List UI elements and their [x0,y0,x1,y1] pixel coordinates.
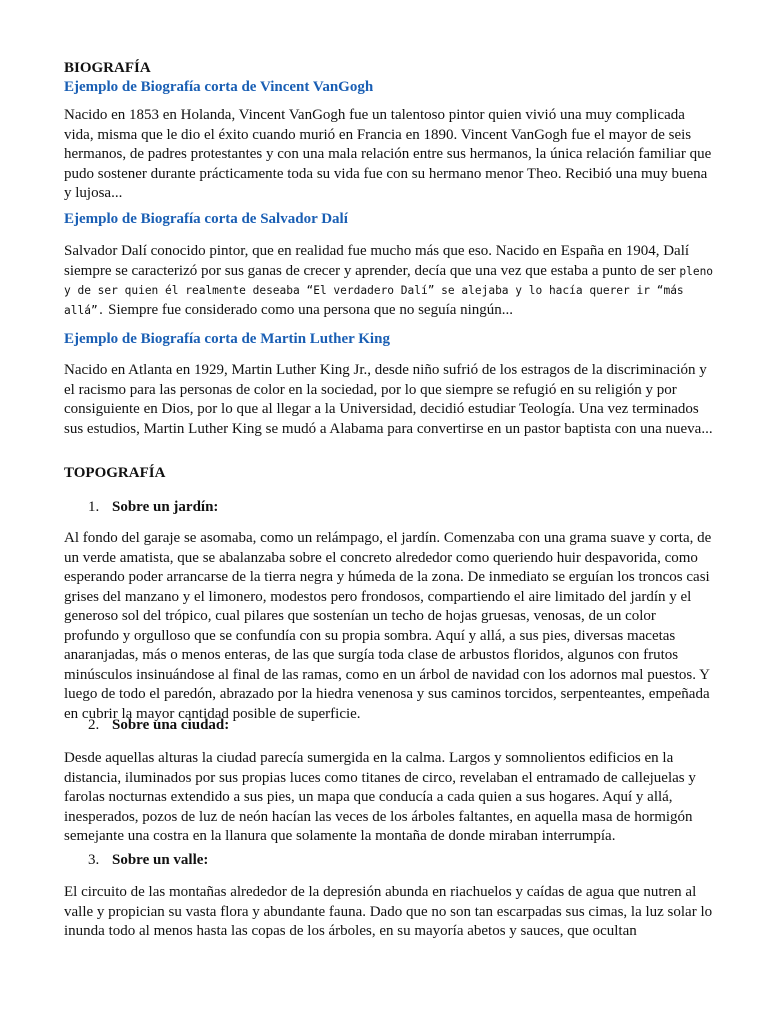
mlk-heading: Ejemplo de Biografía corta de Martin Luther King [64,331,390,347]
vangogh-heading: Ejemplo de Biografía corta de Vincent VanGogh [64,79,374,95]
list-number: 3. [88,852,100,868]
jardin-paragraph: Al fondo del garaje se asomaba, como un relámpago, el jardín. Comenzaba con una grama suave y corta, de un verde amatista, que se abalanzaba sobre el concreto alrededor como queriendo huir despavorida, como esperando poder arrancarse de la tierra negra y húmeda de la zona. De inmediato se erguían los troncos casi grises del manzano y el limonero, modestos pero frondosos, compartiendo el aire limitado del jardín y el generoso sol del trópico, cual pilares que sostenían un techo de hojas gruesas, venosas, de un color profundo y orgulloso que se confundía con su propia sombra. Aquí y allá, a sus pies, diversas macetas anaranjadas, más o menos enteras, de las que surgía toda clase de arbustos floridos, algunos con frutos minúsculos insinuándose al final de las ramas, como en un árbol de navidad con los adornos mal puestos. Y luego de todo el paredón, abrazado por la hiedra venenosa y sus caminos torcidos, serpenteantes, empeñada en cubrir la mayor cantidad posible de superficie. [64,530,712,722]
list-item-ciudad [88,716,229,735]
list-item-title: Sobre una ciudad: [112,717,230,733]
dali-paragraph-part2: pleno y de ser quien él realmente deseaba “El verdadero Dalí” se alejaba y lo hacía querer ir “más allá”. [64,264,714,317]
topografia-heading: TOPOGRAFÍA [64,465,166,481]
list-number: 2. [88,717,100,733]
dali-paragraph-part1: Salvador Dalí conocido pintor, que en realidad fue mucho más que eso. Nacido en España en 1904, Dalí siempre se caracterizó por sus ganas de crecer y aprender, decía que una vez que estaba a punto de ser [64,243,690,279]
ciudad-paragraph: Desde aquellas alturas la ciudad parecía sumergida en la calma. Largos y somnolientos edificios en la distancia, iluminados por sus propias luces como titanes de circo, revelaban el entramado de callejuelas y farolas nocturnas extendido a sus pies, un mapa que conducía a cada quien a sus hogares. Aquí y allá, inesperados, pozos de luz de neón hacían las veces de los árboles faltantes, en aquella masa de hormigón semejante una costra en la llanura que solamente la montaña de donde miraban interrumpía. [64,750,696,844]
list-number: 1. [88,499,100,515]
list-item-title: Sobre un valle: [112,852,209,868]
valle-paragraph: El circuito de las montañas alrededor de la depresión abunda en riachuelos y caídas de agua que nutren al valle y propician su vasta flora y abundante fauna. Dado que no son tan escarpadas sus cimas, la luz solar lo inunda todo al menos hasta las copas de los árboles, en su mayoría abetos y sauces, que ocultan [64,884,713,939]
biografia-heading: BIOGRAFÍA [64,60,151,76]
dali-paragraph-part3: Siempre fue considerado como una persona que no seguía ningún... [108,301,514,318]
mlk-paragraph: Nacido en Atlanta en 1929, Martin Luther King Jr., desde niño sufrió de los estragos de la discriminación y el racismo para las personas de color en la sociedad, por lo que siempre se refugió en su religión y por consiguiente en Dios, por lo que al llegar a la Universidad, decidió estudiar Teología. Una vez terminados sus estudios, Martin Luther King se mudó a Alabama para convertirse en un pastor baptista con una nueva... [64,362,713,437]
dali-heading: Ejemplo de Biografía corta de Salvador Dalí [64,211,348,227]
list-item-title: Sobre un jardín: [112,499,219,515]
list-item-valle [88,851,208,870]
vangogh-paragraph: Nacido en 1853 en Holanda, Vincent VanGogh fue un talentoso pintor quien vivió una muy complicada vida, misma que le dio el éxito cuando murió en Francia en 1890. Vincent VanGogh fue el mayor de seis hermanos, de padres protestantes y con una mala relación entre sus hermanos, la única relación familiar que pudo sostener durante prácticamente toda su vida fue con su hermano menor Theo. Recibió una muy buena y lujosa... [64,107,712,201]
list-item-jardin [88,498,218,517]
dali-paragraph [64,242,714,320]
